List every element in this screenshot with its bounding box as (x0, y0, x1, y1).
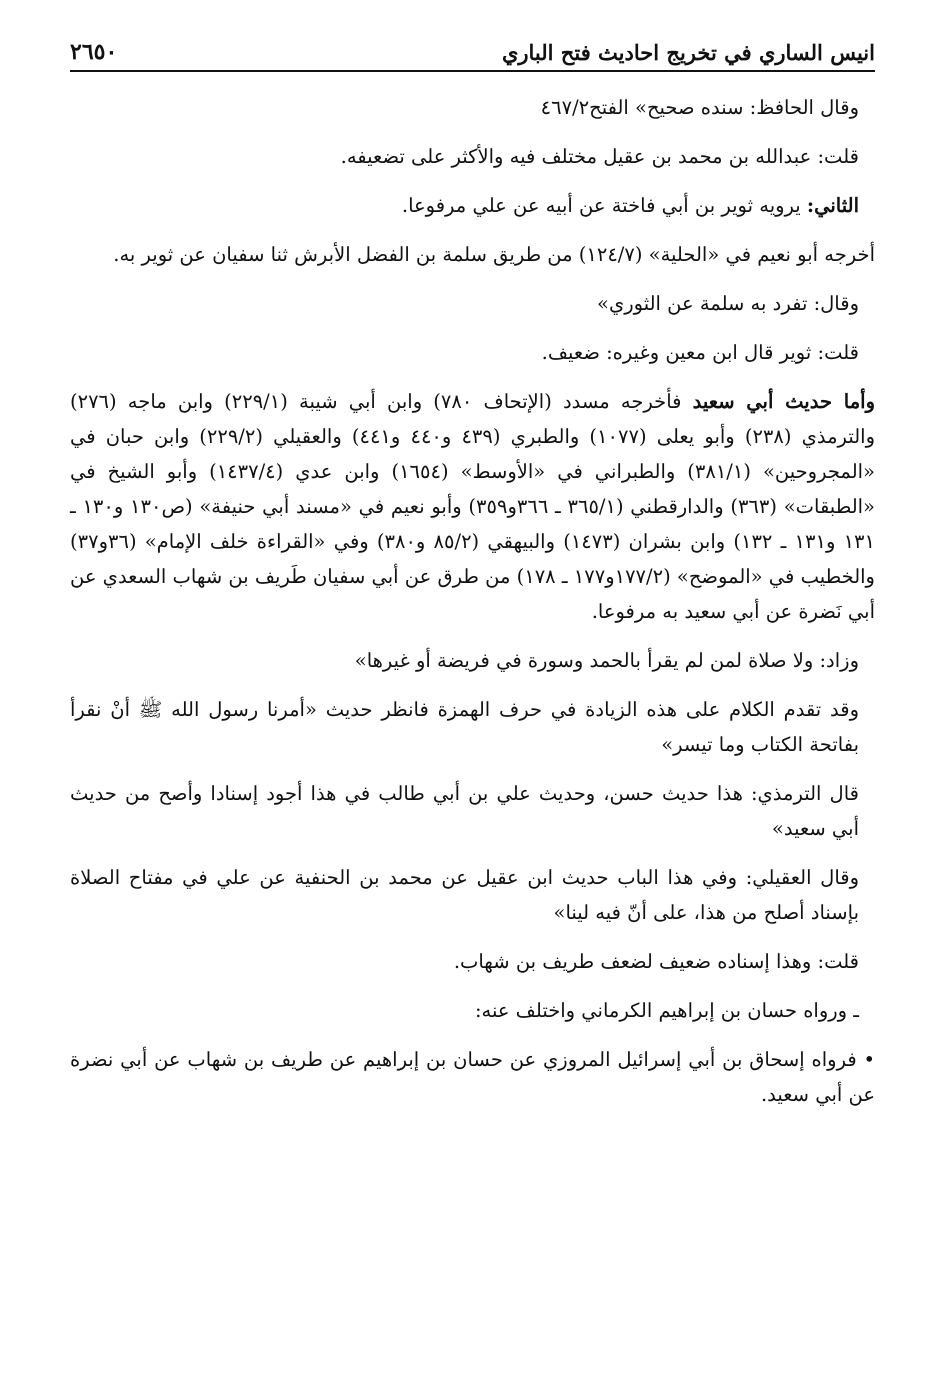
paragraph (70, 776, 875, 846)
paragraph-text: وقال الحافظ: سنده صحيح» الفتح٤٦٧/٢ (540, 96, 859, 119)
paragraph-lead: الثاني: (806, 194, 859, 217)
paragraph-text: وقد تقدم الكلام على هذه الزيادة في حرف الهمزة فانظر حديث «أمرنا رسول الله ﷺ أنْ نقرأ بفاتحة الكتاب وما تيسر» (70, 698, 859, 756)
paragraph (70, 139, 875, 174)
paragraph-text: يرويه ثوير بن أبي فاختة عن أبيه عن علي مرفوعا. (401, 194, 807, 217)
paragraph (70, 384, 875, 629)
paragraph-text: ـ ورواه حسان بن إبراهيم الكرماني واختلف عنه: (474, 999, 859, 1022)
paragraph (70, 1042, 875, 1112)
paragraph (70, 237, 875, 272)
paragraph-text: قلت: وهذا إسناده ضعيف لضعف طريف بن شهاب. (453, 950, 859, 973)
paragraph-text: فأخرجه مسدد (الإتحاف ٧٨٠) وابن أبي شيبة (٢٢٩/١) وابن ماجه (٢٧٦) والترمذي (٢٣٨) وأبو يعلى (١٠٧٧) والطبري (٤٣٩ و٤٤٠ و٤٤١) والعقيلي (٢٢٩/٢) وابن حبان في «المجروحين» (٣٨١/١) والطبراني في «الأوسط» (١٦٥٤) وابن عدي (١٤٣٧/٤) وأبو الشيخ في «الطبقات» (٣٦٣) والدارقطني (٣٦٥/١ ـ ٣٦٦و٣٥٩) وأبو نعيم في «مسند أبي حنيفة» (ص١٣٠ و١٣٠ ـ ١٣١ و١٣١ ـ ١٣٢) وابن بشران (١٤٧٣) والبيهقي (٨٥/٢ و٣٨٠) وفي «القراءة خلف الإمام» (٣٦و٣٧) والخطيب في «الموضح» (١٧٧/٢و١٧٧ ـ ١٧٨) من طرق عن أبي سفيان طَريف بن شهاب السعدي عن أبي نَضرة عن أبي سعيد به مرفوعا. (70, 390, 875, 623)
paragraph-text: أخرجه أبو نعيم في «الحلية» (١٢٤/٧) من طريق سلمة بن الفضل الأبرش ثنا سفيان عن ثوير به. (113, 243, 875, 266)
paragraph-text: وزاد: ولا صلاة لمن لم يقرأ بالحمد وسورة في فريضة أو غيرها» (354, 649, 859, 672)
paragraph-text: وقال: تفرد به سلمة عن الثوري» (597, 292, 859, 315)
paragraph (70, 993, 875, 1028)
paragraph (70, 860, 875, 930)
paragraph (70, 692, 875, 762)
page-body (70, 90, 875, 1126)
paragraph-text: • فرواه إسحاق بن أبي إسرائيل المروزي عن حسان بن إبراهيم عن طريف بن شهاب عن أبي نضرة عن أبي سعيد. (70, 1048, 875, 1106)
paragraph-text: قلت: عبدالله بن محمد بن عقيل مختلف فيه والأكثر على تضعيفه. (340, 145, 859, 168)
paragraph-lead: وأما حديث أبي سعيد (692, 390, 876, 413)
paragraph (70, 643, 875, 678)
page-number: ٢٦٥٠ (70, 39, 118, 65)
paragraph-text: قال الترمذي: هذا حديث حسن، وحديث علي بن أبي طالب في هذا أجود إسنادا وأصح من حديث أبي سعيد» (70, 782, 859, 840)
paragraph (70, 188, 875, 223)
paragraph-text: وقال العقيلي: وفي هذا الباب حديث ابن عقيل عن محمد بن الحنفية عن علي في مفتاح الصلاة بإسناد أصلح من هذا، على أنّ فيه لينا» (70, 866, 859, 924)
running-title: انيس الساري في تخريج احاديث فتح الباري (501, 39, 875, 65)
paragraph (70, 335, 875, 370)
paragraph-text: قلت: ثوير قال ابن معين وغيره: ضعيف. (541, 341, 859, 364)
header-rule (70, 70, 875, 72)
paragraph (70, 944, 875, 979)
paragraph (70, 90, 875, 125)
page-header (70, 34, 875, 70)
paragraph (70, 286, 875, 321)
